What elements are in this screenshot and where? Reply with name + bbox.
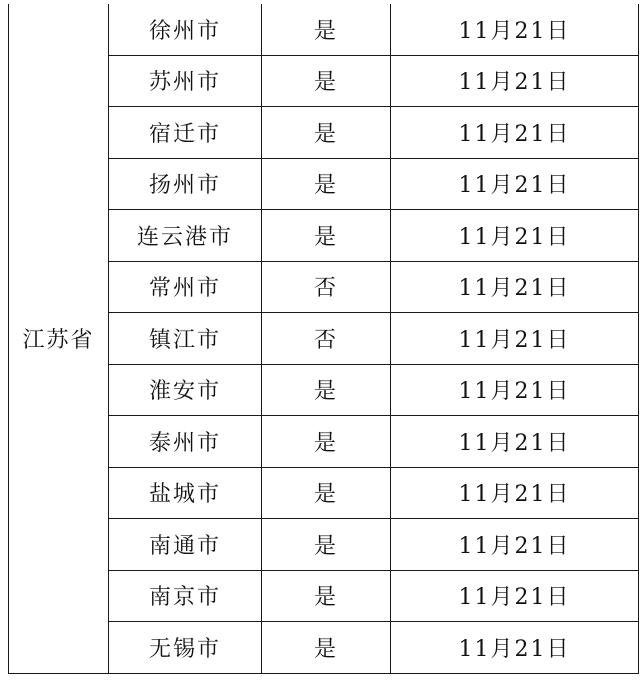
date-cell: 11月21日: [391, 107, 639, 159]
city-cell: 南京市: [109, 570, 262, 622]
city-cell: 扬州市: [109, 158, 262, 210]
city-cell: 无锡市: [109, 622, 262, 674]
city-cell: 盐城市: [109, 467, 262, 519]
date-cell: 11月21日: [391, 416, 639, 468]
table-body: [9, 4, 639, 673]
status-cell: 是: [262, 570, 391, 622]
city-cell: 徐州市: [109, 4, 262, 55]
status-cell: 是: [262, 55, 391, 107]
status-cell: 是: [262, 416, 391, 468]
city-cell: 淮安市: [109, 364, 262, 416]
date-cell: 11月21日: [391, 261, 639, 313]
status-cell: 是: [262, 364, 391, 416]
city-table: [8, 4, 639, 674]
table-row: [9, 4, 639, 55]
date-cell: 11月21日: [391, 519, 639, 571]
date-cell: 11月21日: [391, 313, 639, 365]
date-cell: 11月21日: [391, 622, 639, 674]
status-cell: 是: [262, 107, 391, 159]
date-cell: 11月21日: [391, 210, 639, 262]
status-cell: 是: [262, 467, 391, 519]
date-cell: 11月21日: [391, 158, 639, 210]
date-cell: 11月21日: [391, 55, 639, 107]
city-cell: 南通市: [109, 519, 262, 571]
city-cell: 泰州市: [109, 416, 262, 468]
status-cell: 否: [262, 313, 391, 365]
city-cell: 常州市: [109, 261, 262, 313]
status-cell: 是: [262, 4, 391, 55]
date-cell: 11月21日: [391, 364, 639, 416]
date-cell: 11月21日: [391, 570, 639, 622]
province-cell: 江苏省: [9, 4, 109, 673]
city-cell: 连云港市: [109, 210, 262, 262]
status-cell: 是: [262, 158, 391, 210]
status-cell: 否: [262, 261, 391, 313]
city-cell: 宿迁市: [109, 107, 262, 159]
status-cell: 是: [262, 622, 391, 674]
date-cell: 11月21日: [391, 467, 639, 519]
city-cell: 苏州市: [109, 55, 262, 107]
status-cell: 是: [262, 519, 391, 571]
date-cell: 11月21日: [391, 4, 639, 55]
city-cell: 镇江市: [109, 313, 262, 365]
status-cell: 是: [262, 210, 391, 262]
